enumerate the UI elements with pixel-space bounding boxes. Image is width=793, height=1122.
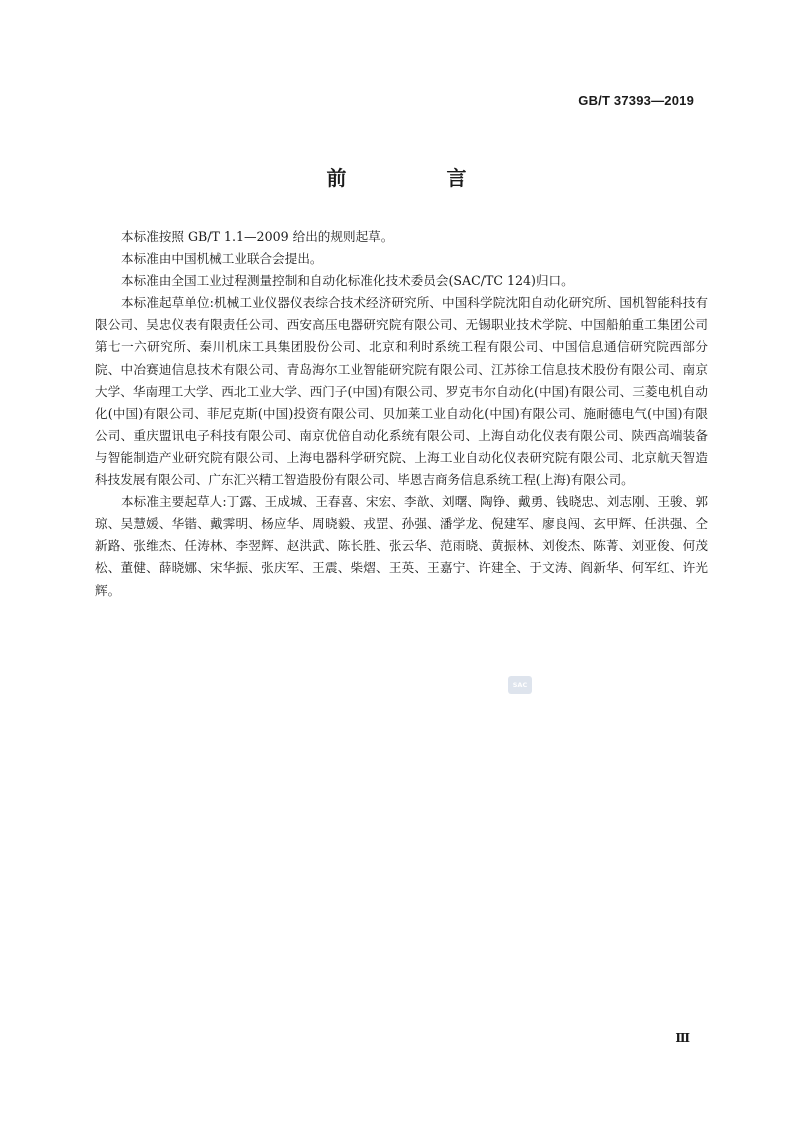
sac-watermark-logo: SAC xyxy=(508,676,532,694)
paragraph-drafting-rules: 本标准按照 GB/T 1.1—2009 给出的规则起草。 xyxy=(121,229,394,244)
standard-code: GB/T 37393—2019 xyxy=(578,93,694,108)
page-title: 前 言 xyxy=(326,166,507,190)
paragraph-main-drafters: 本标准主要起草人:丁露、王成城、王春喜、宋宏、李歆、刘曙、陶铮、戴勇、钱晓忠、刘志刚、王骏、郭琼、吴慧媛、华锴、戴霁明、杨应华、周晓毅、戎罡、孙强、潘学龙、倪建军、廖良闯、玄甲辉、任洪强、仝新路、张维杰、任涛林、李翌辉、赵洪武、陈长胜、张云华、范雨晓、黄振林、刘俊杰、陈菁、刘亚俊、何茂松、董健、薛晓娜、宋华振、张庆军、王震、柴熠、王英、王嘉宁、许建全、于文涛、阎新华、何军红、许光辉。 xyxy=(95,494,708,598)
paragraph-drafting-organizations: 本标准起草单位:机械工业仪器仪表综合技术经济研究所、中国科学院沈阳自动化研究所、国机智能科技有限公司、吴忠仪表有限责任公司、西安高压电器研究院有限公司、无锡职业技术学院、中国船舶重工集团公司第七一六研究所、秦川机床工具集团股份公司、北京和利时系统工程有限公司、中国信息通信研究院西部分院、中冶赛迪信息技术有限公司、青岛海尔工业智能研究院有限公司、江苏徐工信息技术股份有限公司、南京大学、华南理工大学、西北工业大学、西门子(中国)有限公司、罗克韦尔自动化(中国)有限公司、三菱电机自动化(中国)有限公司、菲尼克斯(中国)投资有限公司、贝加莱工业自动化(中国)有限公司、施耐德电气(中国)有限公司、重庆盟讯电子科技有限公司、南京优倍自动化系统有限公司、上海自动化仪表有限公司、陕西高端装备与智能制造产业研究院有限公司、上海电器科学研究院、上海工业自动化仪表研究院有限公司、北京航天智造科技发展有限公司、广东汇兴精工智造股份有限公司、毕恩吉商务信息系统工程(上海)有限公司。 xyxy=(95,295,708,488)
paragraph-responsible-committee: 本标准由全国工业过程测量控制和自动化标准化技术委员会(SAC/TC 124)归口。 xyxy=(121,273,574,289)
paragraph-proposer: 本标准由中国机械工业联合会提出。 xyxy=(121,251,323,267)
page-number: Ⅲ xyxy=(675,1031,690,1045)
foreword-body xyxy=(95,226,708,602)
